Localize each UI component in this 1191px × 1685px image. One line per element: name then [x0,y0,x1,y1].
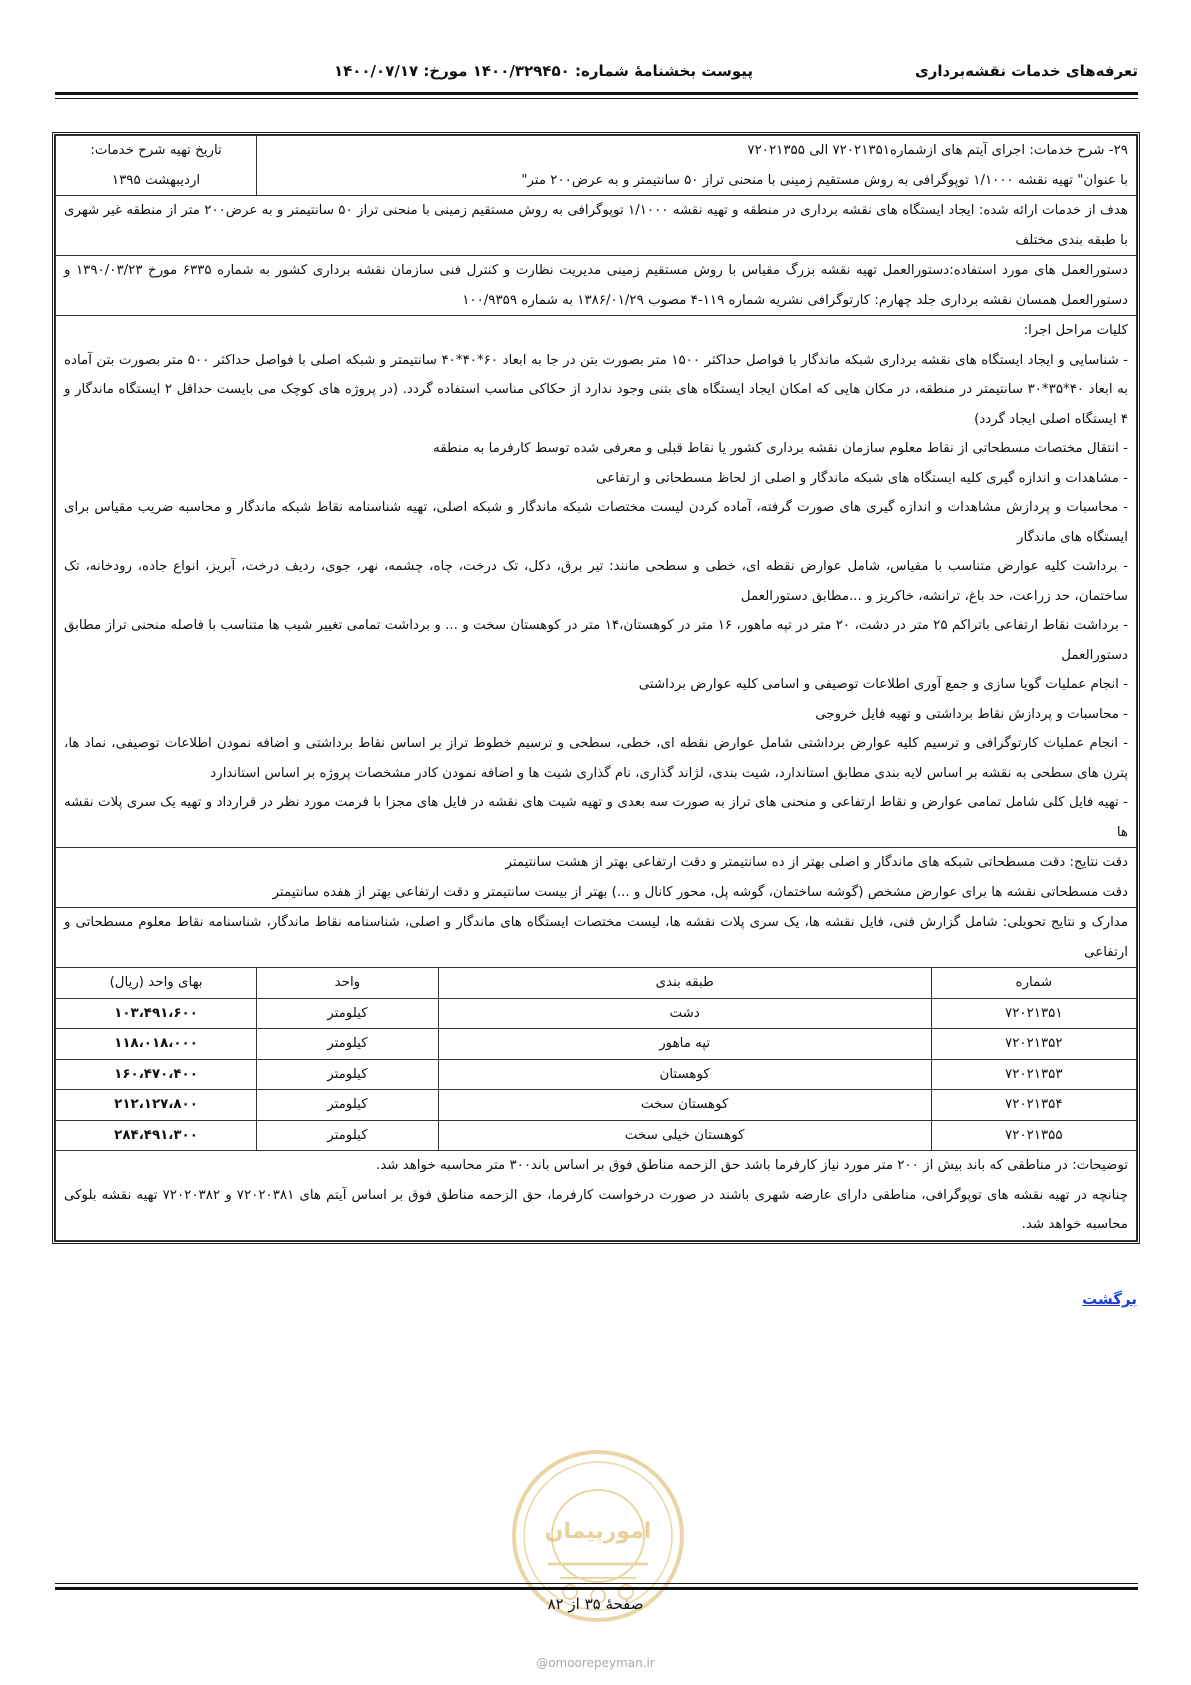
service-description-line1: ۲۹- شرح خدمات: اجرای آیتم های ازشماره۷۲۰۲۱۳۵۱ الی ۷۲۰۲۱۳۵۵ [747,143,1128,158]
deliverables-row [56,908,1137,968]
seal-text: امورپیمان [544,1519,652,1544]
price-header-row [56,968,1137,999]
table-row [56,1090,1137,1121]
notes-cell [56,1151,1137,1241]
item-unit: کیلومتر [257,1029,439,1060]
item-unit: کیلومتر [257,1059,439,1090]
item-price: ۲۱۲،۱۲۷،۸۰۰ [56,1090,257,1121]
service-table [52,132,1140,1244]
footer-rule [55,1587,1138,1590]
service-date-cell [56,136,257,196]
notes-row [56,1151,1137,1241]
standards-row [56,256,1137,316]
note-item: چنانچه در تهیه نقشه های توپوگرافی، مناطقی دارای عارضه شهری باشند در صورت درخواست کارفرما، حق الزحمه مناطق فوق بر اساس آیتم های ۷۲۰۲۰۳۸۱ و ۷۲۰۲۰۳۸۲ تهیه نقشه بلوکی محاسبه خواهد شد. [64,1187,1128,1232]
steps-title: کلیات مراحل اجرا: [1023,323,1128,338]
accuracy-row [56,848,1137,908]
item-class: تپه ماهور [438,1029,931,1060]
item-unit: کیلومتر [257,1120,439,1151]
item-class: کوهستان خیلی سخت [438,1120,931,1151]
item-code: ۷۲۰۲۱۳۵۳ [931,1059,1136,1090]
table-row [56,1059,1137,1090]
item-price: ۱۶۰،۴۷۰،۴۰۰ [56,1059,257,1090]
accuracy-map: دقت مسطحاتی نقشه ها برای عوارض مشخص (گوشه ساختمان، گوشه پل، محور کانال و ...) بهتر از بیست سانتیمتر و دقت ارتفاعی بهتر از هفده سانتیمتر [272,884,1128,900]
page-header [55,58,1138,88]
steps-cell [56,316,1137,848]
col-header-code: شماره [931,968,1136,999]
step-item: - انجام عملیات کارتوگرافی و ترسیم کلیه عوارض برداشتی شامل عوارض نقطه ای، خطی، سطحی و ترسیم خطوط تراز بر اساس نقاط برداشتی و اضافه نمودن اطلاعات توصیفی، نماد ها، پترن های سطحی به نقشه بر اساس لایه بندی مطابق استاندارد، شیت بندی، لژاند گذاری، نام گذاری شیت ها و اضافه نمودن کادر مشخصات پروژه بر اساس استاندارد [64,736,1128,781]
header-rule [55,92,1138,95]
step-item: - تهیه فایل کلی شامل تمامی عوارض و نقاط ارتفاعی و منحنی های تراز به صورت سه بعدی و تهیه شیت های نقشه در فایل های مجزا با فرمت مورد نظر در قرارداد و تهیه یک سری پلات نقشه ها [64,795,1128,840]
item-price: ۱۰۳،۴۹۱،۶۰۰ [56,998,257,1029]
back-link[interactable]: برگشت [1082,1290,1137,1308]
step-item: - انجام عملیات گویا سازی و جمع آوری اطلاعات توصیفی و اسامی کلیه عوارض برداشتی [638,677,1128,692]
table-row [56,998,1137,1029]
item-code: ۷۲۰۲۱۳۵۵ [931,1120,1136,1151]
step-item: - برداشت کلیه عوارض متناسب با مقیاس، شامل عوارض نقطه ای، خطی و سطحی مانند: تیر برق، دکل، تک درخت، چاه، چشمه، نهر، جوی، ردیف درخت، آبریز، انواع جاده، رودخانه، تک ساختمان، حد زراعت، حد باغ، ترانشه، خاکریز و ...مطابق دستورالعمل [64,559,1128,604]
accuracy-cell [56,848,1137,908]
step-item: - محاسبات و پردازش مشاهدات و اندازه گیری های صورت گرفته، آماده کردن لیست مختصات شبکه ماندگار و شبکه اصلی، تهیه شناسنامه نقاط شبکه ماندگار و محاسبه ضریب مقیاس برای ایستگاه های ماندگار [64,500,1128,545]
standards-text: دستورالعمل های مورد استفاده:دستورالعمل تهیه نقشه بزرگ مقیاس با روش مستقیم زمینی مدیریت نظارت و کنترل فنی سازمان نقشه برداری کشور به شماره ۶۳۳۵ مورخ ۱۳۹۰/۰۳/۲۳ و دستورالعمل همسان نقشه برداری جلد چهارم: کارتوگرافی نشریه شماره ۱۱۹-۴ مصوب ۱۳۸۶/۰۱/۲۹ به شماره ۱۰۰/۹۳۵۹ [56,256,1137,316]
service-date-value: اردیبهشت ۱۳۹۵ [111,172,201,188]
item-class: کوهستان [438,1059,931,1090]
goal-text: هدف از خدمات ارائه شده: ایجاد ایستگاه های نقشه برداری در منطقه و تهیه نقشه ۱/۱۰۰۰ توپوگرافی به روش مستقیم زمینی با منحنی تراز ۵۰ سانتیمتر و به عرض۲۰۰ متر از منطقه غیر شهری با طبقه بندی مختلف [56,196,1137,256]
step-item: - مشاهدات و اندازه گیری کلیه ایستگاه های شبکه ماندگار و اصلی از لحاظ مسطحاتی و ارتفاعی [596,470,1128,486]
item-price: ۱۱۸،۰۱۸،۰۰۰ [56,1029,257,1060]
item-class: دشت [438,998,931,1029]
item-price: ۲۸۴،۴۹۱،۳۰۰ [56,1120,257,1151]
item-code: ۷۲۰۲۱۳۵۲ [931,1029,1136,1060]
note-item: توضیحات: در مناطقی که باند بیش از ۲۰۰ متر مورد نیاز کارفرما باشد حق الزحمه مناطق فوق بر اساس باند۳۰۰ متر محاسبه خواهد شد. [375,1158,1128,1173]
service-description-line2: با عنوان" تهیه نقشه ۱/۱۰۰۰ توپوگرافی به روش مستقیم زمینی با منحنی تراز ۵۰ سانتیمتر و به عرض۲۰۰ متر" [521,172,1128,188]
footer-rule-thin [55,1583,1138,1584]
step-item: - محاسبات و پردازش نقاط برداشتی و تهیه فایل خروجی [815,706,1128,722]
table-row [56,1029,1137,1060]
goal-row [56,196,1137,256]
step-item: - انتقال مختصات مسطحاتی از نقاط معلوم سازمان نقشه برداری کشور یا نقاط قبلی و معرفی شده توسط کارفرما به منطقه [433,441,1128,456]
service-date-label: تاریخ تهیه شرح خدمات: [90,143,222,158]
accuracy-network: دقت نتایج: دقت مسطحاتی شبکه های ماندگار و اصلی بهتر از ده سانتیمتر و دقت ارتفاعی بهتر از هشت سانتیمتر [505,855,1128,870]
circular-reference: پیوست بخشنامۀ شماره: ۱۴۰۰/۳۲۹۴۵۰ مورخ: ۱۴۰۰/۰۷/۱۷ [333,62,753,80]
item-unit: کیلومتر [257,1090,439,1121]
step-item: - برداشت نقاط ارتفاعی باتراکم ۲۵ متر در دشت، ۲۰ متر در تپه ماهور، ۱۶ متر در کوهستان،۱۴ متر در کوهستان سخت و ... و برداشت تمامی تغییر شیب ها متناسب با فاصله منحنی تراز مطابق دستورالعمل [64,618,1128,663]
col-header-class: طبقه بندی [438,968,931,999]
service-description-row [56,136,1137,196]
col-header-unit: واحد [257,968,439,999]
deliverables-text: مدارک و نتایج تحویلی: شامل گزارش فنی، فایل نقشه ها، یک سری پلات نقشه ها، لیست مختصات ایستگاه های ماندگار و اصلی، شناسنامه نقاط ماندگار، شناسنامه نقاط معلوم مسطحاتی و ارتفاعی [56,908,1137,968]
site-watermark: @omoorepeyman.ir [536,1656,655,1670]
step-item: - شناسایی و ایجاد ایستگاه های نقشه برداری شبکه ماندگار با فواصل حداکثر ۱۵۰۰ متر بصورت بتن در جا به ابعاد ۶۰*۴۰*۴۰ سانتیمتر و شبکه اصلی با فواصل حداکثر ۵۰۰ متر بصورت بتن آماده به ابعاد ۴۰*۳۵*۳۰ سانتیمتر در منطقه، در مکان هایی که امکان ایجاد ایستگاه های بتنی وجود ندارد از حکاکی مناسب استفاده گردد. (در پروژه های کوچک می بایست حداقل ۲ ایستگاه ماندگار و ۴ ایستگاه اصلی ایجاد گردد) [64,352,1129,427]
col-header-price: بهای واحد (ریال) [56,968,257,999]
document-title: تعرفه‌های خدمات نقشه‌برداری [914,62,1138,80]
item-code: ۷۲۰۲۱۳۵۱ [931,998,1136,1029]
header-rule-thin [55,98,1138,99]
item-unit: کیلومتر [257,998,439,1029]
table-row [56,1120,1137,1151]
item-code: ۷۲۰۲۱۳۵۴ [931,1090,1136,1121]
page-number: صفحۀ ۳۵ از ۸۲ [547,1595,644,1613]
service-description-cell [257,136,1137,196]
steps-row [56,316,1137,848]
item-class: کوهستان سخت [438,1090,931,1121]
